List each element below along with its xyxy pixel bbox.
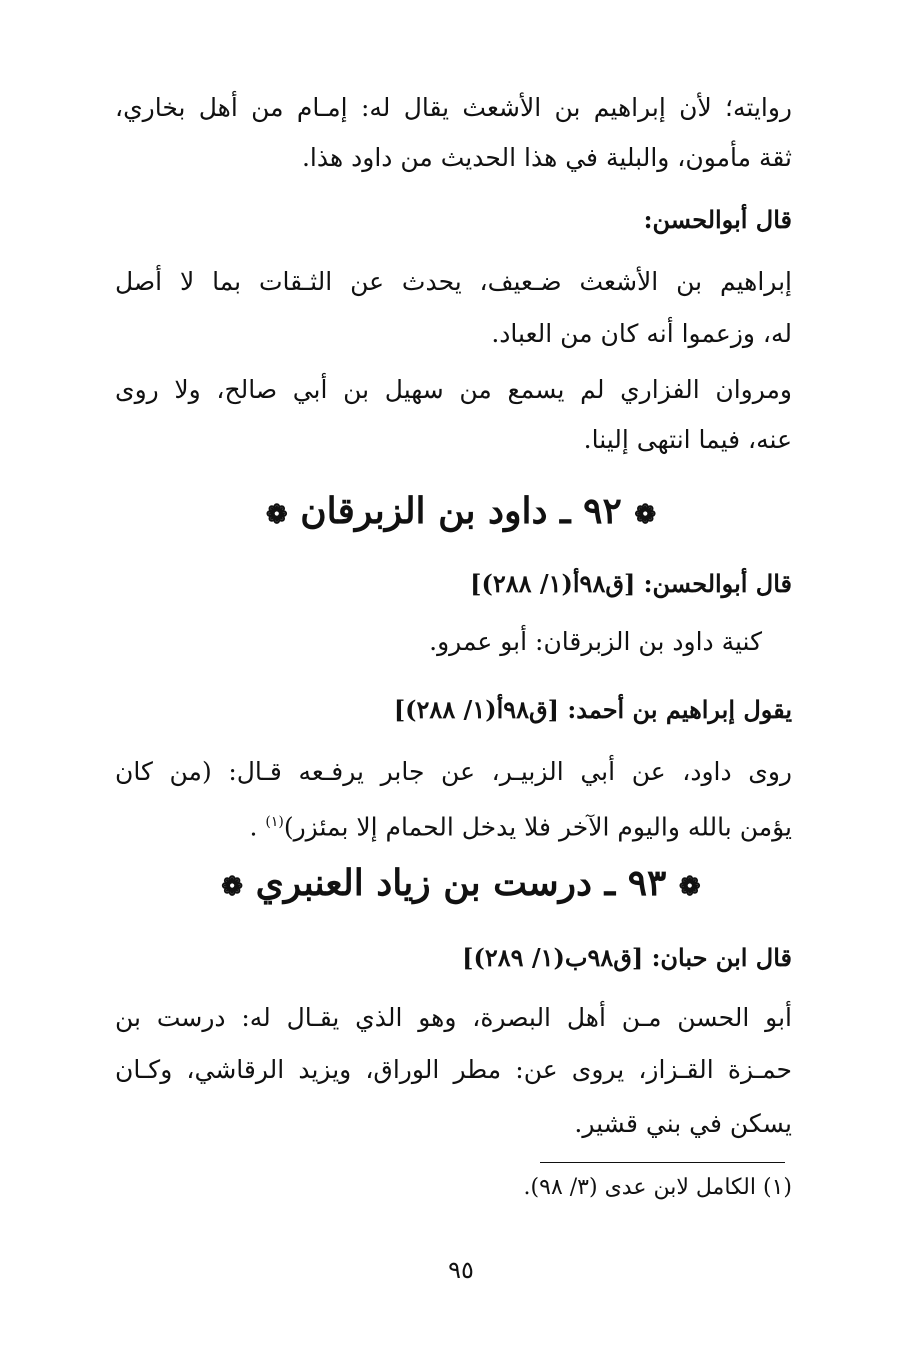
paragraph-line: روايته؛ لأن إبراهيم بن الأشعث يقال له: إمـام من أهل بخاري، [115, 93, 792, 122]
paragraph-text: . [249, 812, 266, 842]
ornament-icon: ❁ [265, 500, 288, 530]
paragraph-line: ومروان الفزاري لم يسمع من سهيل بن أبي صالح، ولا روى [115, 375, 792, 404]
paragraph-text: يؤمن بالله واليوم الآخر فلا يدخل الحمام إلا بمئزر) [283, 812, 792, 842]
ornament-icon: ❁ [634, 500, 657, 530]
ornament-icon: ❁ [221, 872, 244, 902]
entry-title-93 [0, 858, 922, 912]
footnote-divider [540, 1162, 785, 1163]
paragraph-line: كنية داود بن الزبرقان: أبو عمرو. [429, 627, 762, 656]
section-heading: قال ابن حبان: [ق٩٨ب(١/ ٢٨٩)] [462, 943, 792, 972]
paragraph-line: ثقة مأمون، والبلية في هذا الحديث من داود هذا. [301, 143, 792, 172]
section-heading: قال أبوالحسن: [643, 205, 792, 234]
page-number: ٩٥ [448, 1256, 474, 1284]
ornament-icon: ❁ [678, 872, 701, 902]
paragraph-line: روى داود، عن أبي الزبيـر، عن جابر يرفـعه قـال: (من كان [115, 757, 792, 786]
section-heading: قال أبوالحسن: [ق٩٨أ(١/ ٢٨٨)] [470, 569, 792, 598]
footnote-marker: (١) [265, 814, 284, 830]
paragraph-line: حمـزة القـزاز، يروى عن: مطر الوراق، ويزيد الرقاشي، وكـان [115, 1055, 792, 1084]
section-heading: يقول إبراهيم بن أحمد: [ق٩٨أ(١/ ٢٨٨)] [393, 695, 792, 724]
entry-title-text: ٩٢ ـ داود بن الزبرقان [300, 490, 622, 532]
paragraph-line: يسكن في بني قشير. [574, 1109, 792, 1138]
entry-title-text: ٩٣ ـ درست بن زياد العنبري [255, 862, 667, 904]
footnote: (١) الكامل لابن عدى (٣/ ٩٨). [523, 1175, 792, 1200]
paragraph-line: إبراهيم بن الأشعث ضـعيف، يحدث عن الثـقات بما لا أصل [115, 267, 792, 296]
paragraph-line: له، وزعموا أنه كان من العباد. [491, 319, 792, 348]
entry-title-92 [0, 486, 922, 540]
paragraph-line: أبو الحسن مـن أهل البصرة، وهو الذي يقـال له: درست بن [115, 1003, 792, 1032]
paragraph-line [115, 802, 792, 847]
paragraph-line: عنه، فيما انتهى إلينا. [583, 425, 792, 454]
